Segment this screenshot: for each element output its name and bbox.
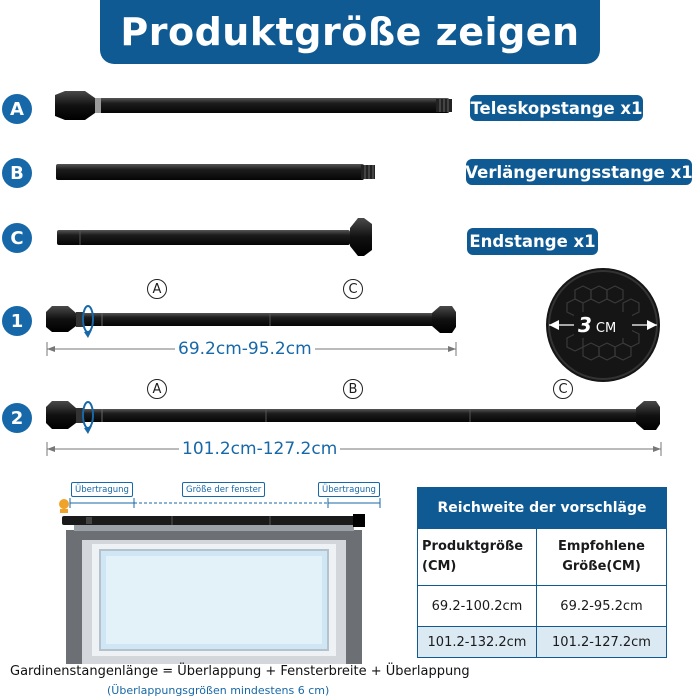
length-formula: Gardinenstangenlänge = Überlappung + Fensterbreite + Überlappung	[10, 664, 470, 679]
table-caption: Reichweite der vorschläge	[418, 488, 667, 529]
table-header-row	[418, 529, 667, 586]
col-product-size-line2: (CM)	[422, 559, 457, 574]
rod-b	[56, 164, 375, 180]
end-cap-size-value: 3	[578, 313, 592, 337]
row-2-recommended: 101.2-127.2cm	[537, 627, 667, 658]
assembly-2-dimension-line	[47, 442, 661, 456]
window-illustration	[59, 498, 380, 664]
assembly-1-marker-a: A	[147, 279, 167, 299]
page-title: Produktgröße zeigen	[100, 0, 600, 64]
rod-a	[55, 91, 452, 120]
assembly-2-range: 101.2cm-127.2cm	[179, 439, 340, 459]
assembly-2-badge: 2	[2, 403, 32, 433]
col-recommended-header	[537, 529, 667, 586]
col-recommended-line2: Größe(CM)	[562, 559, 641, 574]
assembly-2-rod	[46, 401, 660, 434]
recommendation-table	[417, 487, 667, 658]
assembly-2-marker-c: C	[553, 379, 573, 399]
assembly-1-badge: 1	[2, 306, 32, 336]
col-product-size-line1: Produktgröße	[422, 539, 524, 554]
end-cap-size	[578, 313, 616, 337]
assembly-1-marker-c: C	[343, 279, 363, 299]
window-size-tag: Größe der fenster	[182, 482, 265, 497]
part-c-label: Endstange x1	[467, 228, 598, 255]
table-row	[418, 627, 667, 658]
part-c-badge: C	[2, 223, 32, 253]
overlap-tag-right: Übertragung	[318, 482, 380, 497]
assembly-1-range: 69.2cm-95.2cm	[175, 339, 315, 359]
col-product-size-header	[418, 529, 537, 586]
part-b-label: Verlängerungsstange x1	[466, 159, 692, 185]
part-b-badge: B	[2, 158, 32, 188]
rod-c	[57, 218, 372, 256]
assembly-2-marker-a: A	[147, 379, 167, 399]
assembly-1-rod	[46, 306, 456, 338]
overlap-note: (Überlappungsgrößen mindestens 6 cm)	[107, 684, 330, 697]
table-row	[418, 586, 667, 627]
overlap-tag-left: Übertragung	[71, 482, 133, 497]
assembly-2-marker-b: B	[343, 379, 363, 399]
part-a-label: Teleskopstange x1	[470, 95, 643, 121]
row-1-product: 69.2-100.2cm	[418, 586, 537, 627]
col-recommended-line1: Empfohlene	[558, 539, 645, 554]
part-a-badge: A	[2, 94, 32, 124]
row-2-product: 101.2-132.2cm	[418, 627, 537, 658]
end-cap-size-unit: CM	[595, 321, 617, 336]
row-1-recommended: 69.2-95.2cm	[537, 586, 667, 627]
